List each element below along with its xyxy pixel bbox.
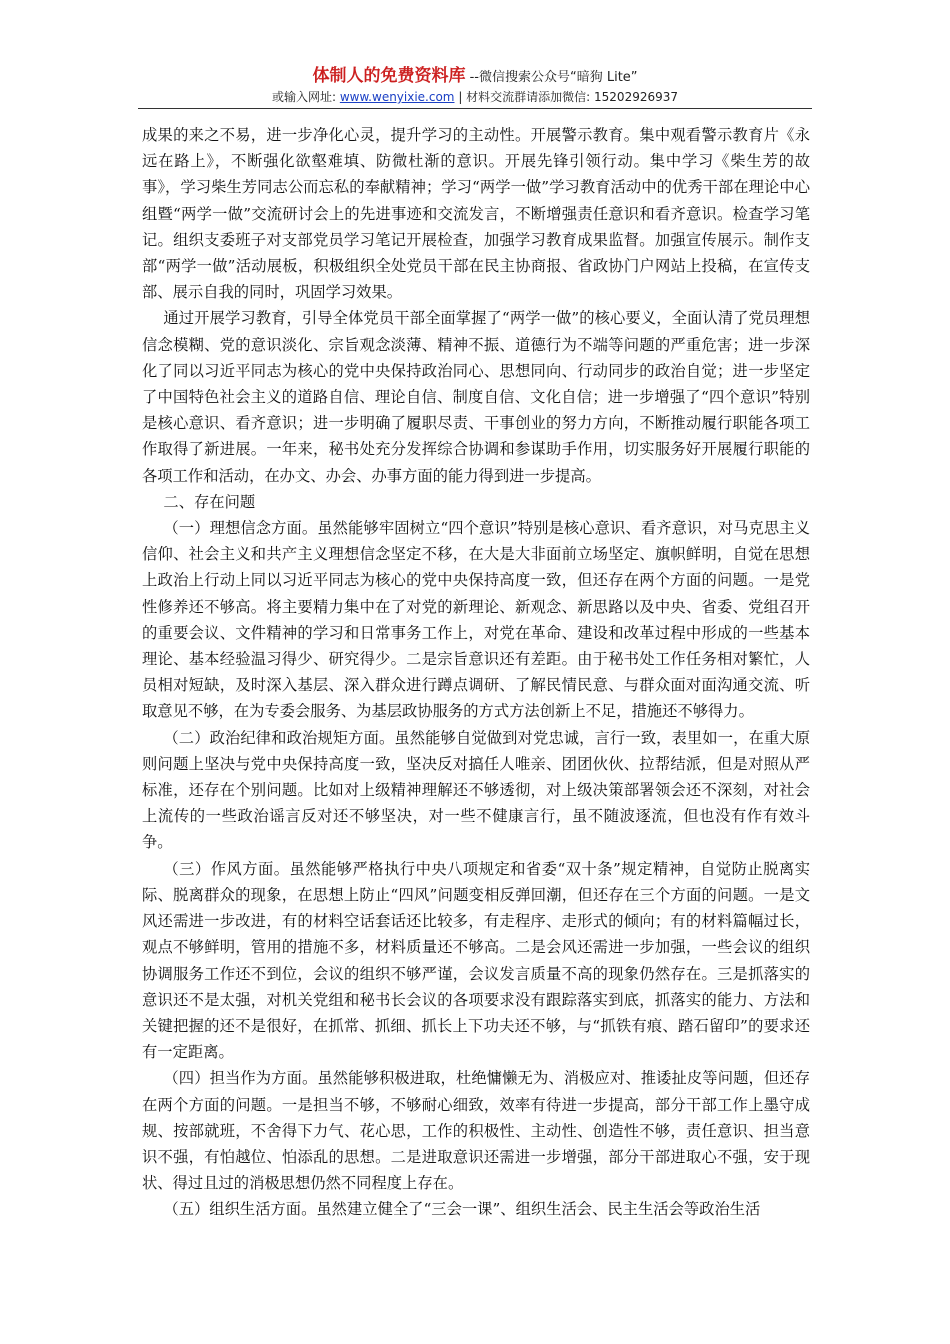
header-line-2 <box>138 88 812 106</box>
contact-info: | 材料交流群请添加微信: 15202926937 <box>454 90 679 104</box>
header-subtitle: --微信搜索公众号“暗狗 Lite” <box>465 70 638 85</box>
brand-title: 体制人的免费资料库 <box>312 66 466 86</box>
site-prefix: 或输入网址: <box>271 90 340 104</box>
body-paragraph: 通过开展学习教育，引导全体党员干部全面掌握了“两学一做”的核心要义，全面认清了党员理想信念模糊、党的意识淡化、宗旨观念淡薄、精神不振、道德行为不端等问题的严重危害；进一步深化了同以习近平同志为核心的党中央保持政治同心、思想同向、行动同步的政治自觉；进一步坚定了中国特色社会主义的道路自信、理论自信、制度自信、文化自信；进一步增强了“四个意识”特别是核心意识、看齐意识；进一步明确了履职尽责、干事创业的努力方向，不断推动履行职能各项工作取得了新进展。一年来，秘书处充分发挥综合协调和参谋助手作用，切实服务好开展履行职能的各项工作和活动，在办文、办会、办事方面的能力得到进一步提高。 <box>142 309 810 485</box>
body-paragraph: （一）理想信念方面。虽然能够牢固树立“四个意识”特别是核心意识、看齐意识，对马克思主义信仰、社会主义和共产主义理想信念坚定不移，在大是大非面前立场坚定、旗帜鲜明，自觉在思想上政治上行动上同以习近平同志为核心的党中央保持高度一致，但还存在两个方面的问题。一是党性修养还不够高。将主要精力集中在了对党的新理论、新观念、新思路以及中央、省委、党组召开的重要会议、文件精神的学习和日常事务工作上，对党在革命、建设和改革过程中形成的一些基本理论、基本经验温习得少、研究得少。二是宗旨意识还有差距。由于秘书处工作任务相对繁忙，人员相对短缺，及时深入基层、深入群众进行蹲点调研、了解民情民意、与群众面对面沟通交流、听取意见不够，在为专委会服务、为基层政协服务的方式方法创新上不足，措施还不够得力。 <box>142 519 810 721</box>
header-line-1 <box>138 66 812 88</box>
document-body <box>142 122 810 1223</box>
body-paragraph: （二）政治纪律和政治规矩方面。虽然能够自觉做到对党忠诚，言行一致，表里如一，在重大原则问题上坚决与党中央保持高度一致，坚决反对搞任人唯亲、团团伙伙、拉帮结派，但是对照从严标准，还存在个别问题。比如对上级精神理解还不够透彻，对上级决策部署领会还不深刻，对社会上流传的一些政治谣言反对还不够坚决，对一些不健康言行，虽不随波逐流，但也没有作有效斗争。 <box>142 728 810 852</box>
body-paragraph: （四）担当作为方面。虽然能够积极进取，杜绝慵懒无为、消极应对、推诿扯皮等问题，但还存在两个方面的问题。一是担当不够，不够耐心细致，效率有待进一步提高，部分干部工作上墨守成规、按部就班，不舍得下力气、花心思，工作的积极性、主动性、创造性不够，责任意识、担当意识不强，有怕越位、怕添乱的思想。二是进取意识还需进一步增强，部分干部进取心不强，安于现状、得过且过的消极思想仍然不同程度上存在。 <box>142 1069 810 1193</box>
website-link[interactable]: www.wenyixie.com <box>339 90 455 104</box>
header-divider <box>138 108 812 109</box>
body-paragraph: 成果的来之不易，进一步净化心灵，提升学习的主动性。开展警示教育。集中观看警示教育片《永远在路上》，不断强化欲壑难填、防微杜渐的意识。开展先锋引领行动。集中学习《柴生芳的故事》，学习柴生芳同志公而忘私的奉献精神；学习“两学一做”学习教育活动中的优秀干部在理论中心组暨“两学一做”交流研讨会上的先进事迹和交流发言，不断增强责任意识和看齐意识。检查学习笔记。组织支委班子对支部党员学习笔记开展检查，加强学习教育成果监督。加强宣传展示。制作支部“两学一做”活动展板，积极组织全处党员干部在民主协商报、省政协门户网站上投稿，在宣传支部、展示自我的同时，巩固学习效果。 <box>142 126 810 302</box>
body-paragraph: （三）作风方面。虽然能够严格执行中央八项规定和省委“双十条”规定精神，自觉防止脱离实际、脱离群众的现象，在思想上防止“四风”问题变相反弹回潮，但还存在三个方面的问题。一是文风还需进一步改进，有的材料空话套话还比较多，有走程序、走形式的倾向；有的材料篇幅过长，观点不够鲜明，管用的措施不多，材料质量还不够高。二是会风还需进一步加强，一些会议的组织协调服务工作还不到位，会议的组织不够严谨，会议发言质量不高的现象仍然存在。三是抓落实的意识还不是太强，对机关党组和秘书长会议的各项要求没有跟踪落实到底，抓落实的能力、方法和关键把握的还不是很好，在抓常、抓细、抓长上下功夫还不够，与“抓铁有痕、踏石留印”的要求还有一定距离。 <box>142 859 810 1062</box>
page-header <box>138 66 812 106</box>
section-heading: 二、存在问题 <box>163 492 256 511</box>
body-paragraph: （五）组织生活方面。虽然建立健全了“三会一课”、组织生活会、民主生活会等政治生活 <box>163 1200 761 1219</box>
